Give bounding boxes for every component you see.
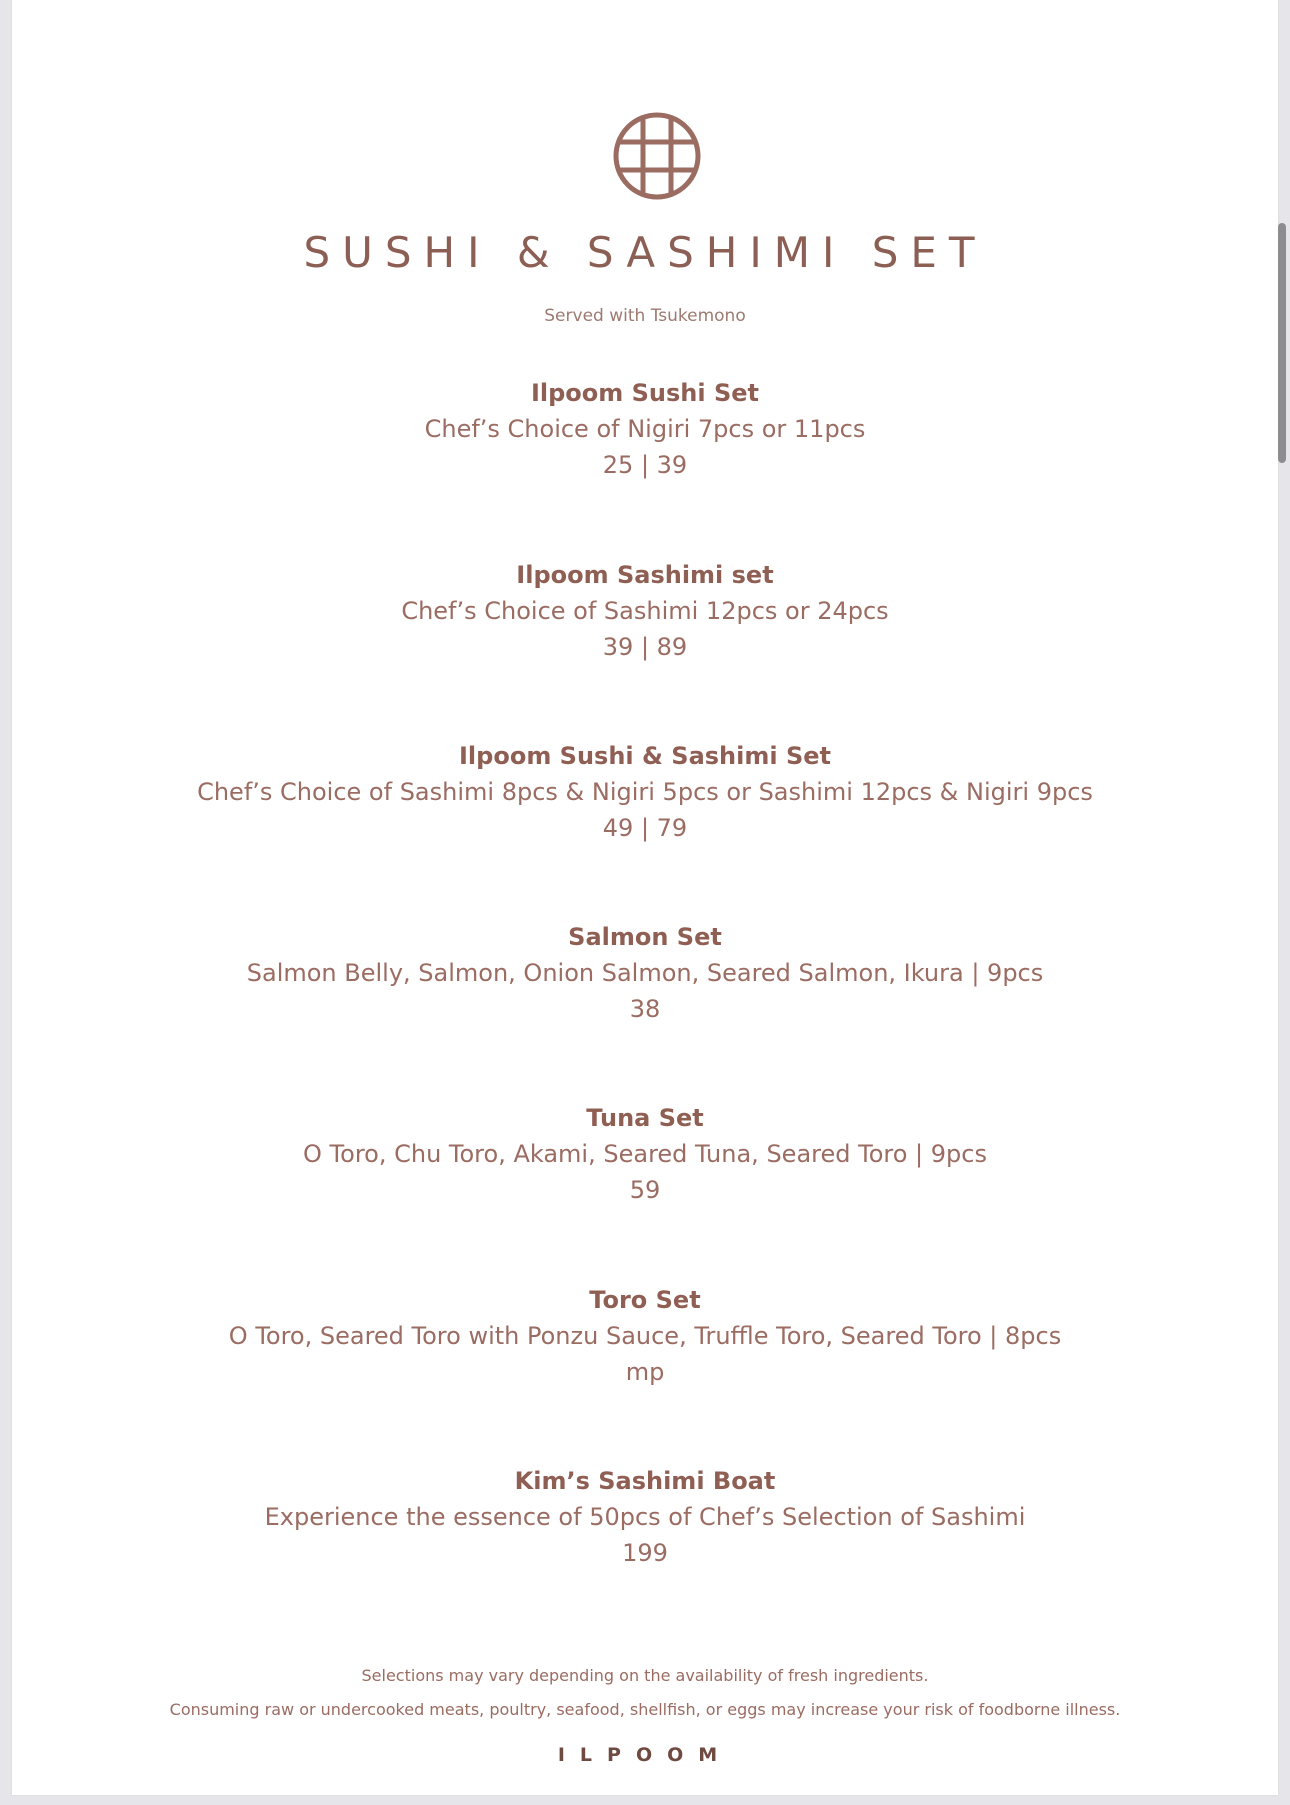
- menu-item: [12, 557, 1278, 665]
- menu-item-price: 59: [629, 1176, 661, 1204]
- page-title: SUSHI & SASHIMI SET: [303, 228, 987, 277]
- menu-item-description: O Toro, Chu Toro, Akami, Seared Tuna, Seared Toro | 9pcs: [303, 1140, 987, 1168]
- availability-note: Selections may vary depending on the availability of fresh ingredients.: [361, 1666, 929, 1685]
- health-warning-note: Consuming raw or undercooked meats, poultry, seafood, shellfish, or eggs may increase your risk of foodborne illness.: [169, 1700, 1121, 1719]
- menu-item-price: 39 | 89: [602, 633, 688, 661]
- menu-item-name: Tuna Set: [586, 1104, 704, 1132]
- brand-name: ILPOOM: [557, 1744, 733, 1766]
- menu-item-description: Salmon Belly, Salmon, Onion Salmon, Seared Salmon, Ikura | 9pcs: [246, 959, 1044, 987]
- menu-item-name: Ilpoom Sushi & Sashimi Set: [459, 742, 831, 770]
- menu-item-name: Ilpoom Sashimi set: [516, 561, 774, 589]
- menu-item: [12, 919, 1278, 1027]
- menu-item-description: Chef’s Choice of Sashimi 8pcs & Nigiri 5pcs or Sashimi 12pcs & Nigiri 9pcs: [197, 778, 1093, 806]
- menu-item-description: Chef’s Choice of Sashimi 12pcs or 24pcs: [401, 597, 889, 625]
- menu-item-price: mp: [625, 1358, 665, 1386]
- menu-item: [12, 1100, 1278, 1208]
- menu-item: [12, 1282, 1278, 1390]
- menu-item: [12, 375, 1278, 483]
- menu-page: [12, 0, 1278, 1795]
- menu-item: [12, 1463, 1278, 1571]
- menu-item-name: Toro Set: [589, 1286, 701, 1314]
- menu-item-name: Kim’s Sashimi Boat: [514, 1467, 776, 1495]
- menu-item-price: 49 | 79: [602, 814, 688, 842]
- menu-item-price: 199: [622, 1539, 668, 1567]
- menu-item-description: O Toro, Seared Toro with Ponzu Sauce, Truffle Toro, Seared Toro | 8pcs: [228, 1322, 1062, 1350]
- menu-item-description: Experience the essence of 50pcs of Chef’s Selection of Sashimi: [264, 1503, 1026, 1531]
- menu-item-price: 38: [629, 995, 661, 1023]
- vertical-scrollbar[interactable]: [1278, 223, 1286, 463]
- circle-lattice-logo-icon: [612, 111, 702, 201]
- menu-item-name: Ilpoom Sushi Set: [530, 379, 760, 407]
- page-subtitle: Served with Tsukemono: [544, 306, 746, 326]
- menu-item-name: Salmon Set: [568, 923, 722, 951]
- menu-item-price: 25 | 39: [602, 451, 688, 479]
- menu-item: [12, 738, 1278, 846]
- menu-item-description: Chef’s Choice of Nigiri 7pcs or 11pcs: [424, 415, 866, 443]
